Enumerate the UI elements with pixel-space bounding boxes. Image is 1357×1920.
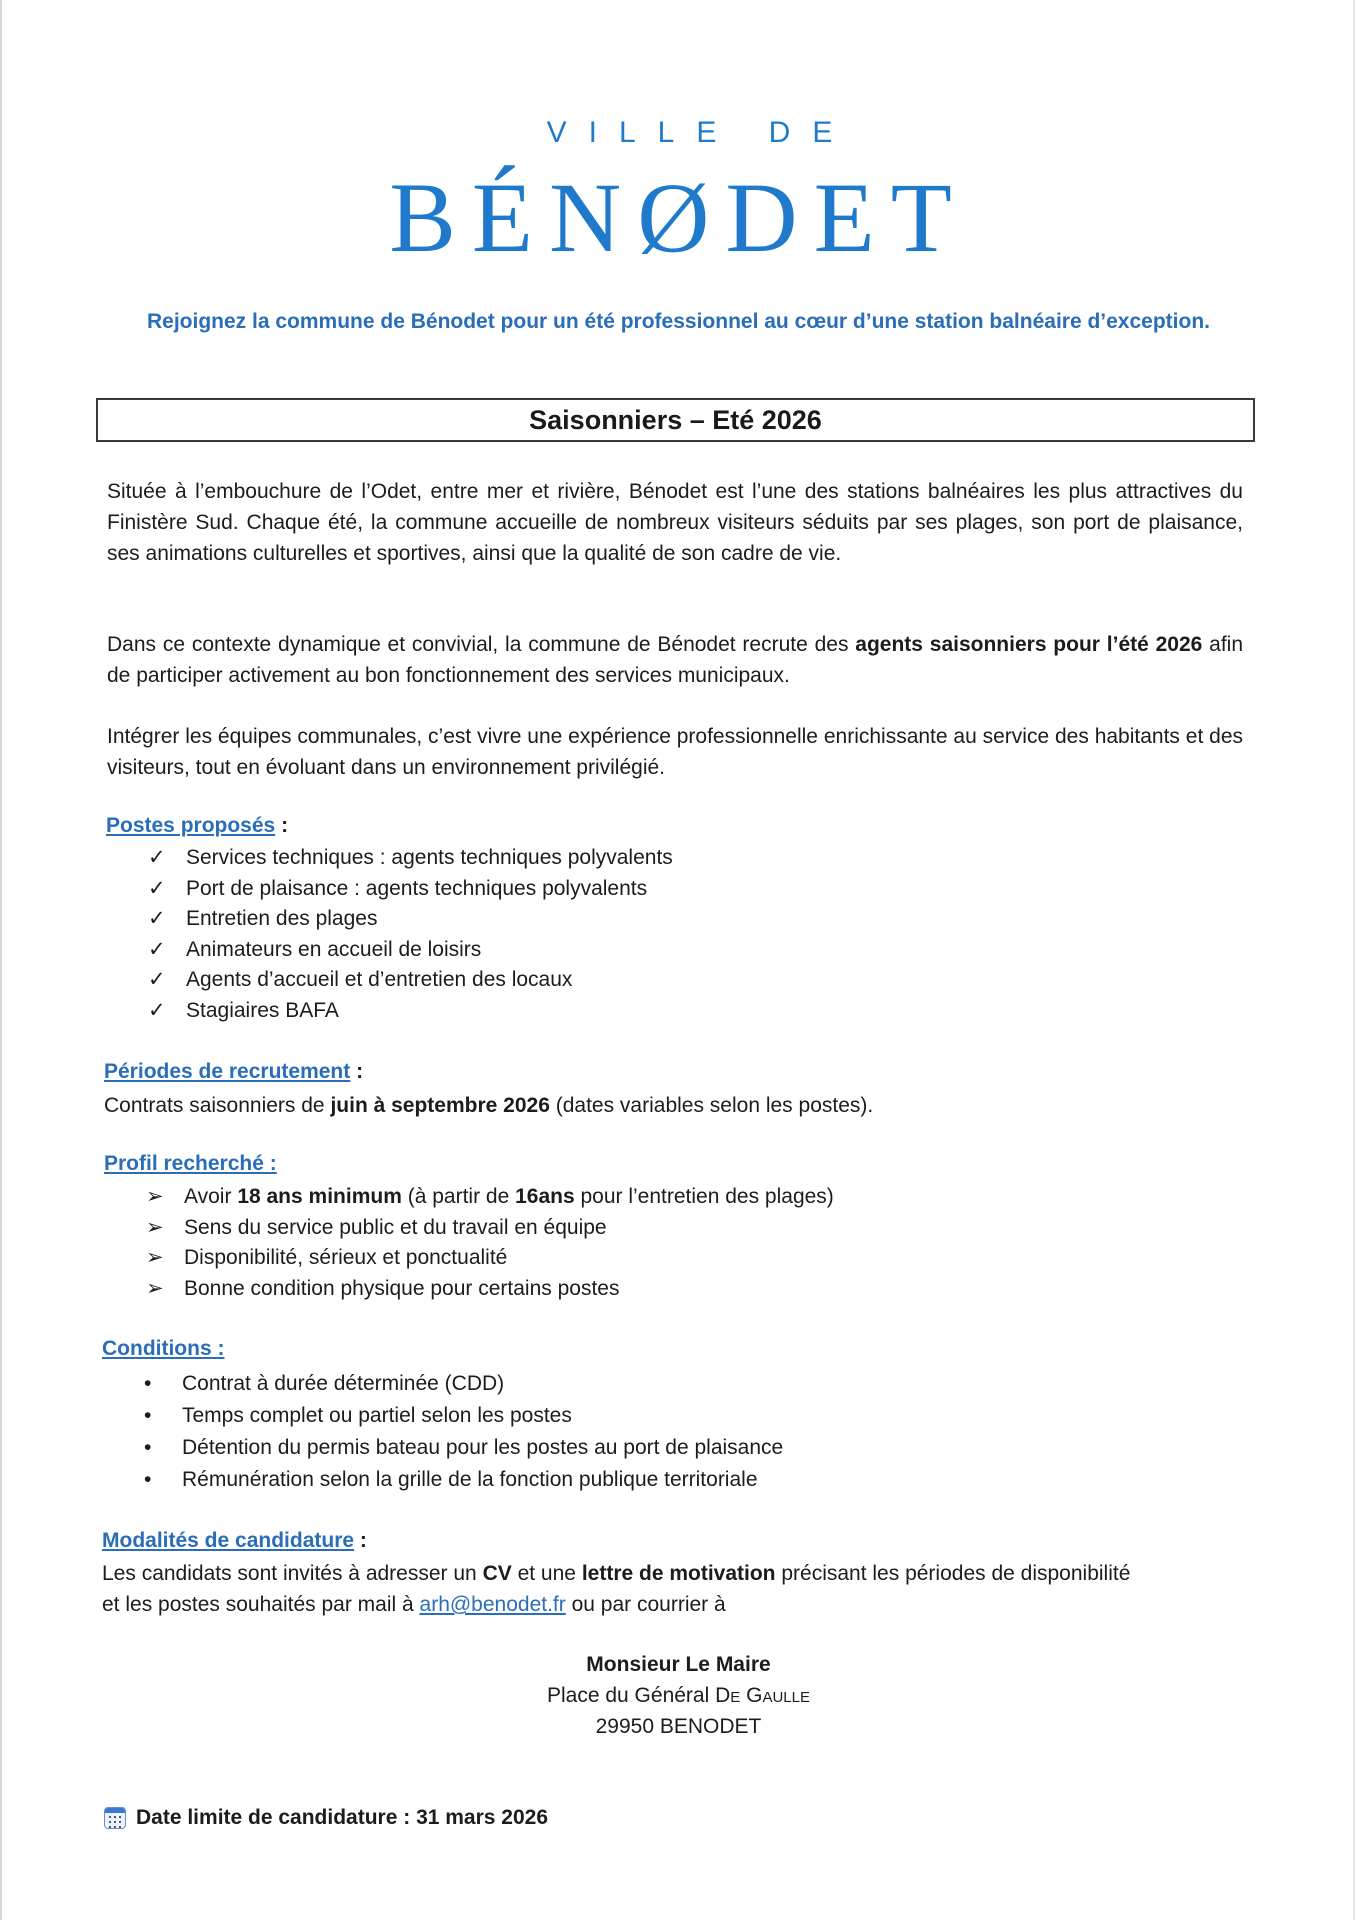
- bold-text: 16ans: [515, 1185, 575, 1208]
- text: et une: [511, 1562, 582, 1585]
- bullet-icon: •: [144, 1436, 152, 1459]
- item-text: Disponibilité, sérieux et ponctualité: [184, 1246, 508, 1270]
- text: Dans ce contexte dynamique et convivial, la commune de Bénodet recrute des: [107, 633, 856, 656]
- checkmark-icon: ✓: [148, 998, 166, 1022]
- list-item: [144, 1400, 783, 1432]
- item-text: Stagiaires BAFA: [186, 998, 339, 1022]
- address-street: [0, 1680, 1357, 1711]
- checkmark-icon: ✓: [148, 968, 166, 992]
- heading-link[interactable]: Périodes de recrutement: [104, 1060, 351, 1083]
- heading-link[interactable]: Modalités de candidature: [102, 1529, 355, 1552]
- conditions-list: [144, 1368, 783, 1496]
- arrow-bullet-icon: ➢: [146, 1185, 164, 1208]
- list-item: [144, 1464, 783, 1496]
- bold-text: CV: [482, 1562, 512, 1585]
- item-text: Sens du service public et du travail en équipe: [184, 1215, 607, 1239]
- page-edge-left: [0, 0, 2, 1920]
- list-item: [148, 874, 673, 905]
- page-edge-right: [1353, 0, 1355, 1920]
- postes-list: [148, 843, 673, 1027]
- arrow-bullet-icon: ➢: [146, 1246, 164, 1270]
- checkmark-icon: ✓: [148, 846, 166, 869]
- section-heading-postes: [106, 814, 288, 838]
- item-text: Services techniques : agents techniques polyvalents: [186, 846, 673, 869]
- deadline-text: Date limite de candidature : 31 mars 2026: [136, 1806, 549, 1829]
- logo-ville-de: VILLE DE: [546, 116, 855, 149]
- colon: :: [350, 1060, 364, 1083]
- text: Contrats saisonniers de: [104, 1094, 331, 1117]
- checkmark-icon: ✓: [148, 907, 166, 931]
- list-item: [144, 1368, 783, 1400]
- intro-paragraph-2: [107, 629, 1243, 691]
- text: Les candidats sont invités à adresser un: [102, 1562, 483, 1585]
- item-text: Détention du permis bateau pour les postes au port de plaisance: [182, 1436, 784, 1459]
- heading-link[interactable]: Conditions :: [102, 1337, 225, 1360]
- text: afin de participer activement au bon fonctionnement des services municipaux.: [107, 633, 1243, 687]
- heading-link[interactable]: Postes proposés: [106, 814, 276, 837]
- heading-link[interactable]: Profil recherché :: [104, 1152, 277, 1175]
- calendar-icon: [104, 1807, 126, 1829]
- section-heading-modalites: [102, 1529, 367, 1553]
- intro-paragraph-3: Intégrer les équipes communales, c’est vivre une expérience professionnelle enrichissante au service des habitants et des visiteurs, tout en évoluant dans un environnement privilégié.: [107, 725, 1243, 779]
- list-item: [148, 843, 673, 874]
- periodes-text: [104, 1090, 873, 1121]
- list-item: [146, 1182, 834, 1213]
- list-item: [146, 1213, 834, 1244]
- item-text: Rémunération selon la grille de la fonction publique territoriale: [182, 1468, 758, 1491]
- bold-text: agents saisonniers pour l’été 2026: [855, 633, 1203, 656]
- bullet-icon: •: [144, 1404, 152, 1427]
- text: pour l’entretien des plages): [574, 1185, 834, 1208]
- logo-benodet: BÉNØDET: [389, 162, 968, 273]
- text: De Gaulle: [715, 1684, 810, 1707]
- section-heading-periodes: [104, 1060, 363, 1084]
- list-item: [148, 996, 673, 1027]
- item-text: Contrat à durée déterminée (CDD): [182, 1372, 505, 1395]
- email-link[interactable]: arh@benodet.fr: [419, 1593, 566, 1616]
- colon: :: [354, 1529, 367, 1552]
- checkmark-icon: ✓: [148, 937, 166, 961]
- list-item: [148, 965, 673, 996]
- bullet-icon: •: [144, 1468, 152, 1491]
- text: Avoir: [184, 1185, 238, 1208]
- address-block: [0, 1649, 1357, 1742]
- deadline: [104, 1806, 548, 1830]
- text: (dates variables selon les postes).: [549, 1094, 874, 1117]
- tagline: Rejoignez la commune de Bénodet pour un été professionnel au cœur d’une station balnéaire d’exception.: [147, 310, 1210, 333]
- section-heading-conditions: [102, 1337, 224, 1361]
- text: Place du Général: [547, 1684, 716, 1707]
- profil-list: [146, 1182, 834, 1304]
- item-text: Agents d’accueil et d’entretien des locaux: [186, 968, 573, 992]
- list-item: [148, 935, 673, 966]
- bold-text: lettre de motivation: [581, 1562, 776, 1585]
- item-text: Animateurs en accueil de loisirs: [186, 937, 482, 961]
- address-recipient: Monsieur Le Maire: [586, 1653, 771, 1676]
- modalites-text: [102, 1558, 1152, 1620]
- arrow-bullet-icon: ➢: [146, 1276, 164, 1300]
- section-heading-profil: [104, 1152, 277, 1176]
- bold-text: juin à septembre 2026: [330, 1094, 550, 1117]
- item-text: Temps complet ou partiel selon les postes: [182, 1404, 572, 1427]
- item-text: Entretien des plages: [186, 907, 378, 931]
- page-title: Saisonniers – Eté 2026: [96, 398, 1255, 442]
- text: précisant les périodes de disponibilité et les postes souhaités par mail à: [102, 1562, 1131, 1616]
- arrow-bullet-icon: ➢: [146, 1215, 164, 1239]
- text: ou par courrier à: [565, 1593, 726, 1616]
- text: (à partir de: [401, 1185, 516, 1208]
- list-item: [148, 904, 673, 935]
- address-city: 29950 BENODET: [595, 1715, 762, 1738]
- colon: :: [275, 814, 289, 837]
- list-item: [144, 1432, 783, 1464]
- intro-paragraph-1: Située à l’embouchure de l’Odet, entre mer et rivière, Bénodet est l’une des stations balnéaires les plus attractives du Finistère Sud. Chaque été, la commune accueille de nombreux visiteurs séduits par ses plages, son port de plaisance, ses animations culturelles et sportives, ainsi que la qualité de son cadre de vie.: [107, 480, 1243, 565]
- item-text: Bonne condition physique pour certains postes: [184, 1276, 620, 1300]
- list-item: [146, 1274, 834, 1305]
- bullet-icon: •: [144, 1372, 152, 1395]
- item-text: Port de plaisance : agents techniques polyvalents: [186, 876, 648, 900]
- list-item: [146, 1243, 834, 1274]
- checkmark-icon: ✓: [148, 876, 166, 900]
- bold-text: 18 ans minimum: [237, 1185, 402, 1208]
